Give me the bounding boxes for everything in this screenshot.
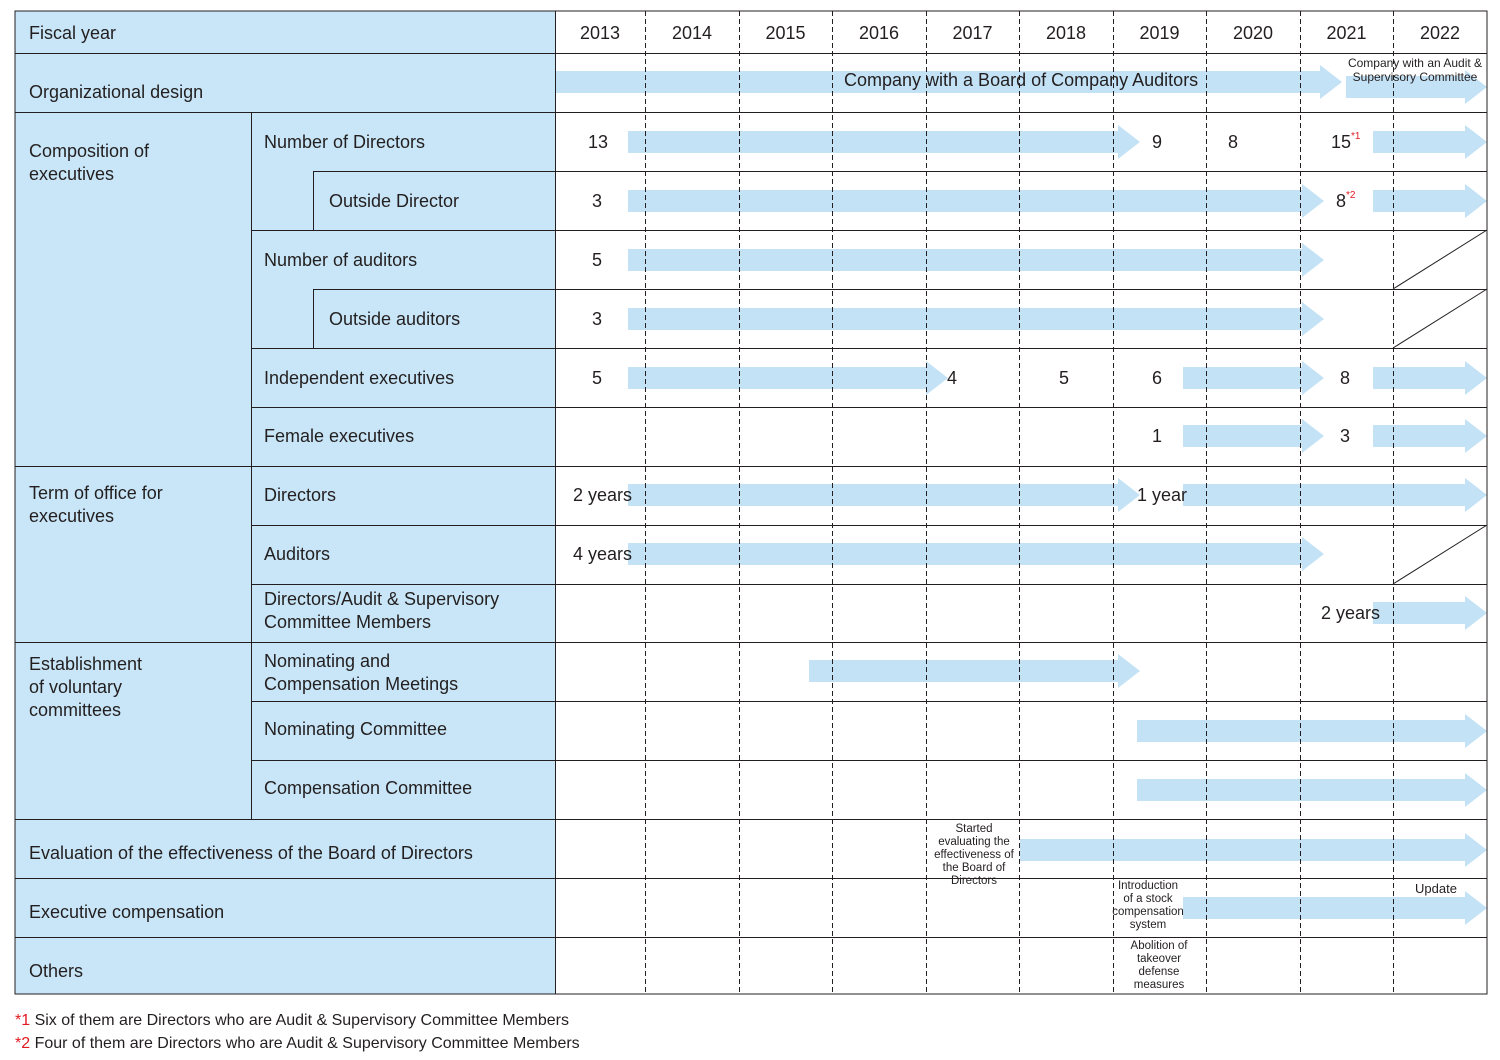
row-label-executive-compensation: Executive compensation [29, 902, 225, 922]
directors-2013-value: 13 [588, 132, 609, 152]
arrow-directors-2013-2019 [628, 125, 1140, 159]
auditors-2013-value: 5 [592, 250, 603, 270]
year-label-2018: 2018 [1045, 23, 1087, 43]
arrow-outside-auditors-2013-2021 [628, 302, 1324, 336]
row-label-others: Others [29, 961, 84, 981]
org-design-board-of-auditors-text: Company with a Board of Company Auditors [844, 70, 1199, 90]
independent-2018-value: 5 [1059, 368, 1070, 388]
evaluation-2017-note: Started evaluating the effectiveness of the Board of Directors [934, 823, 1014, 887]
footnote-1 [15, 1011, 569, 1031]
row-label-independent-executives: Independent executives [264, 368, 455, 388]
row-label-outside-director: Outside Director [329, 191, 460, 211]
compensation-2019-note: Introduction of a stock compensation system [1112, 880, 1184, 931]
arrow-independent-2019-2021 [1183, 361, 1324, 395]
arrow-term-directors-2019-2022 [1183, 478, 1487, 512]
year-label-2014: 2014 [671, 23, 713, 43]
term-directors-2019-value: 1 year [1137, 485, 1188, 505]
female-2019-value: 1 [1152, 426, 1163, 446]
female-2021-value: 3 [1340, 426, 1351, 446]
independent-2021-value: 8 [1340, 368, 1351, 388]
row-label-term-directors: Directors [264, 485, 337, 505]
footnote-2 [15, 1034, 580, 1054]
arrow-evaluation [1020, 833, 1487, 867]
arrow-female-2019-2021 [1183, 419, 1324, 453]
footnote-mark-1: *1 [1351, 131, 1361, 142]
arrow-auditors-2013-2021 [628, 243, 1324, 277]
year-label-2013: 2013 [579, 23, 621, 43]
org-design-asc-text: Company with an Audit & Supervisory Committee [1347, 56, 1483, 84]
row-label-nominating-committee: Nominating Committee [264, 719, 448, 739]
term-asc-2021-value: 2 years [1321, 603, 1381, 623]
row-label-organizational-design: Organizational design [29, 82, 204, 102]
compensation-2022-note: Update [1415, 881, 1457, 896]
footnote-2-mark: *2 [15, 1035, 31, 1052]
independent-2019-value: 6 [1152, 368, 1163, 388]
group-label-term-of-office: Term of office for executives [29, 483, 163, 526]
arrow-term-directors-2013-2019 [628, 478, 1140, 512]
arrow-nominating-compensation-meetings [809, 654, 1140, 688]
footnote-1-mark: *1 [15, 1012, 31, 1029]
arrow-term-auditors-2013-2021 [628, 537, 1324, 571]
not-applicable-diagonal [1393, 230, 1487, 289]
arrow-compensation-committee [1137, 773, 1487, 807]
footnote-1-text: Six of them are Directors who are Audit & Supervisory Committee Members [34, 1012, 569, 1029]
fiscal-year-header: Fiscal year [29, 23, 117, 43]
others-2019-note: Abolition of takeover defense measures [1130, 940, 1188, 991]
year-label-2015: 2015 [765, 23, 806, 43]
directors-2020-value: 8 [1228, 132, 1239, 152]
arrow-executive-compensation [1183, 891, 1487, 925]
not-applicable-diagonal [1393, 525, 1487, 584]
year-label-2016: 2016 [858, 23, 900, 43]
footnote-2-text: Four of them are Directors who are Audit & Supervisory Committee Members [34, 1035, 580, 1052]
group-label-composition: Composition of executives [29, 141, 150, 184]
row-label-number-of-auditors: Number of auditors [264, 250, 418, 270]
arrow-nominating-committee [1137, 714, 1487, 748]
independent-2017-value: 4 [947, 368, 958, 388]
outside-auditors-2013-value: 3 [592, 309, 603, 329]
row-label-number-of-directors: Number of Directors [264, 132, 426, 152]
outside-director-2021-value: 8 [1336, 191, 1347, 211]
row-label-female-executives: Female executives [264, 426, 415, 446]
outside-director-2013-value: 3 [592, 191, 603, 211]
arrow-independent-2021-2022 [1373, 361, 1487, 395]
year-label-2020: 2020 [1232, 23, 1274, 43]
directors-2021-value: 15 [1331, 132, 1352, 152]
arrow-directors-2021-2022 [1373, 125, 1487, 159]
row-label-evaluation: Evaluation of the effectiveness of the Board of Directors [29, 843, 473, 863]
directors-2019-value: 9 [1152, 132, 1163, 152]
row-label-compensation-committee: Compensation Committee [264, 778, 473, 798]
year-label-2021: 2021 [1326, 23, 1367, 43]
term-auditors-2013-value: 4 years [573, 544, 633, 564]
arrow-independent-2013-2017 [628, 361, 948, 395]
row-label-nominating-compensation-meetings: Nominating and Compensation Meetings [264, 651, 459, 694]
independent-2013-value: 5 [592, 368, 603, 388]
footnote-mark-2: *2 [1346, 190, 1356, 201]
year-label-2022: 2022 [1419, 23, 1461, 43]
term-directors-2013-value: 2 years [573, 485, 633, 505]
arrow-female-2021-2022 [1373, 419, 1487, 453]
row-label-term-auditors: Auditors [264, 544, 331, 564]
arrow-outside-director-2013-2021 [628, 184, 1324, 218]
arrow-term-asc-2021-2022 [1373, 596, 1487, 630]
row-label-term-asc-members: Directors/Audit & Supervisory Committee Members [264, 589, 500, 632]
not-applicable-diagonal [1393, 289, 1487, 348]
group-label-voluntary-committees: Establishment of voluntary committees [29, 654, 143, 720]
year-label-2019: 2019 [1139, 23, 1180, 43]
row-label-outside-auditors: Outside auditors [329, 309, 461, 329]
year-label-2017: 2017 [952, 23, 993, 43]
arrow-outside-director-2021-2022 [1373, 184, 1487, 218]
